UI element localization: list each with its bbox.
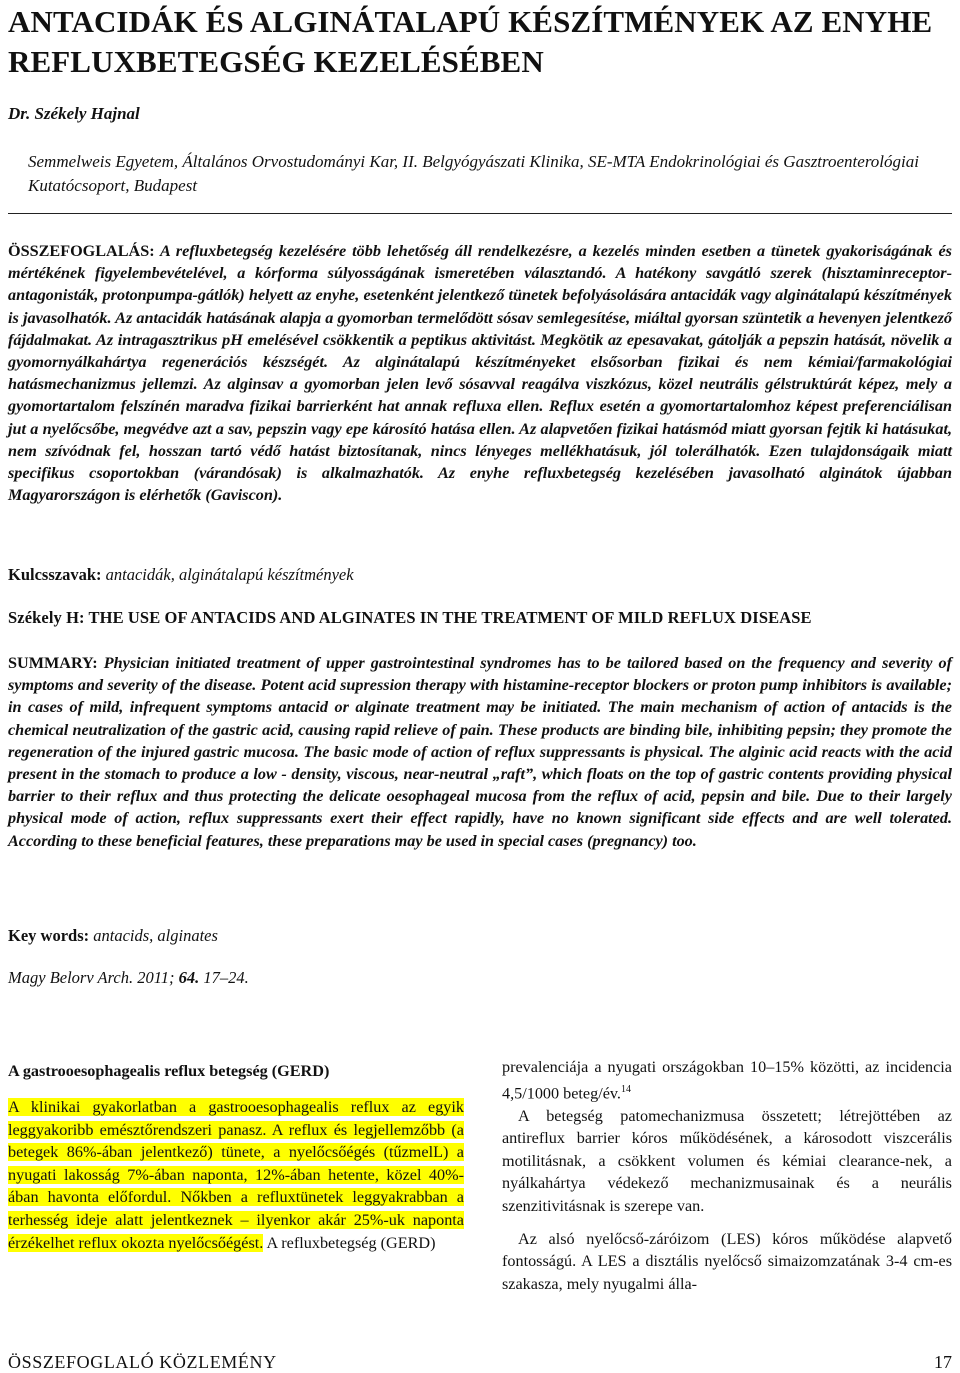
citation: [8, 968, 249, 988]
abstract-hungarian: [8, 240, 952, 506]
article-page: [8, 0, 952, 1372]
page-number: 17: [934, 1352, 952, 1372]
section-heading: A gastrooesophagealis reflux betegség (GERD): [8, 1062, 330, 1080]
summary-text: Physician initiated treatment of upper gastrointestinal syndromes has to be tailored based on the frequency and severity of symptoms and severity of the disease. Potent acid supression therapy with histamine-receptor blockers or proton pump inhibitors is available; in cases of mild, infrequent symptoms antacid or alginate treatment may be initiated. The main mechanism of action of antacids is the chemical neutralization of the gastric acid, causing rapid relieve of pain. These products are binding bile, inhibiting pepsin; they promote the regeneration of the injured gastric mucosa. The basic mode of action of reflux suppressants is physical. The alginic acid reacts with the acid present in the stomach to produce a low - density, viscous, near-neutral „raft”, which floats on the top of gastric contents providing physical barrier to their reflux and thus protecting the delicate oesophageal mucosa from the reflux of acid, pepsin and bile. Due to their largely physical mode of action, reflux suppressants exert their effect rapidly, have no known significant side effects and are well tolerated. According to these beneficial features, these preparations may be used in special cases (pregnancy) too.: [8, 654, 953, 850]
citation-pages: 17–24.: [203, 968, 249, 987]
affiliation: Semmelweis Egyetem, Általános Orvostudományi Kar, II. Belgyógyászati Klinika, SE-MTA Endokrinológiai és Gasztroenterológiai Kutatócsoport, Budapest: [28, 152, 919, 195]
body-column-right: [502, 1056, 952, 1295]
header-divider: [8, 213, 952, 214]
abstract-english: [8, 652, 952, 852]
body-paragraph: [502, 1056, 952, 1105]
reference-number: 14: [620, 1083, 631, 1095]
body-paragraph: A betegség patomechanizmusa összetett; létrejöttében az antireflux barrier kóros működésének, a károsodott viszcerális motilitásnak, a csökkent volumen és kémiai clearance-nek, a nyálkahártya védekező mechanizmusainak és a neurális szenzitivitásnak is szerepe van.: [502, 1106, 952, 1215]
keywords-en-label: Key words:: [8, 926, 90, 945]
citation-volume: 64.: [178, 968, 200, 987]
article-title: ANTACIDÁK ÉS ALGINÁTALAPÚ KÉSZÍTMÉNYEK AZ ENYHE REFLUXBETEGSÉG KEZELÉSÉBEN: [8, 4, 933, 79]
body-text: prevalenciája a nyugati országokban 10–15% közötti, az incidencia 4,5/1000 beteg/év.: [502, 1058, 952, 1102]
summary-lead: SUMMARY:: [8, 654, 98, 672]
keywords-en-value: antacids, alginates: [93, 926, 218, 945]
body-text: A refluxbetegség (GERD): [263, 1233, 436, 1252]
keywords-value: antacidák, alginátalapú készítmények: [105, 565, 354, 584]
highlighted-text: A klinikai gyakorlatban a gastrooesophagealis reflux az egyik leggyakoribb emésztőrendszeri panasz. A reflux és legjellemzőbb (a betegek 86%-ában jelentkező) tünete, a nyelőcsőégés (tűzmelL) a nyugati lakosság 7%-ában naponta, 12%-ában hetente, közel 40%-ában havonta előfordul. Nőkben a refluxtünetek leggyakrabban a terhesség ideje alatt jelentkeznek – ilyenkor akár 25%-uk naponta érzékelhet reflux okozta nyelőcsőégést.: [8, 1098, 464, 1252]
citation-journal: Magy Belorv Arch. 2011;: [8, 968, 175, 987]
author: Dr. Székely Hajnal: [8, 104, 140, 123]
body-paragraph: Az alsó nyelőcső-záróizom (LES) kóros működése alapvető fontosságú. A LES a disztális nyelőcső simaizomzatának 3-4 cm-es szakasza, mely nyugalmi álla-: [502, 1229, 952, 1293]
keywords-hungarian: [8, 565, 354, 585]
body-column-left: [8, 1060, 464, 1254]
keywords-label: Kulcsszavak:: [8, 565, 102, 584]
footer-section-label: ÖSSZEFOGLALÓ KÖZLEMÉNY: [8, 1352, 277, 1372]
abstract-lead: ÖSSZEFOGLALÁS:: [8, 242, 155, 260]
english-title: Székely H: THE USE OF ANTACIDS AND ALGINATES IN THE TREATMENT OF MILD REFLUX DISEASE: [8, 608, 812, 627]
body-paragraph: [8, 1096, 464, 1254]
keywords-english: [8, 926, 218, 946]
abstract-text: A refluxbetegség kezelésére több lehetőség áll rendelkezésre, a kezelés minden esetben a tünetek gyakoriságának és mértékének figyelembevételével, a kórforma súlyosságának ismeretében választandó. A hatékony savgátló szerek (hisztaminreceptor-antagonisták, protonpumpa-gátlók) helyett az enyhe, esetenként jelentkező tünetek befolyásolására antacidák vagy alginátalapú készítmények is javasolhatók. Az antacidák hatásának alapja a gyomorban termelődött sósav semlegesítése, miáltal gyorsan szüntetik a hevenyen jelentkező fájdalmakat. Az intragasztrikus pH emelésével csökkentik a peptikus aktivitást. Megkötik az epesavakat, gátolják a pepszin hatását, növelik a gyomornyálkahártya regenerációs készségét. Az alginátalapú készítményeket elsősorban fizikai és nem kémiai/farmakológiai hatásmechanizmus jellemzi. Az alginsav a gyomorban jelen levő sósavval reagálva viszkózus, közel neutrális gélstruktúrát képez, mely a gyomortartalom felszínén maradva fizikai barrierként hat annak refluxa ellen. Reflux esetén a gyomortartalomhoz képest preferenciálisan jut a nyelőcsőbe, megvédve azt a sav, pepszin vagy epe károsító hatása ellen. Az alapvetően fizikai hatásmód miatt gyorsan fejtik ki hatásukat, nem szívódnak fel, hosszan tartó védő hatást biztosítanak, nincs lényeges mellékhatásuk, jól tolerálhatók. Ezen tulajdonságaik miatt specifikus csoportokban (várandósak) is alkalmazhatók. Az enyhe refluxbetegség kezelésében javasolható alginátok újabban Magyarországon is elérhetők (Gaviscon).: [8, 242, 952, 505]
